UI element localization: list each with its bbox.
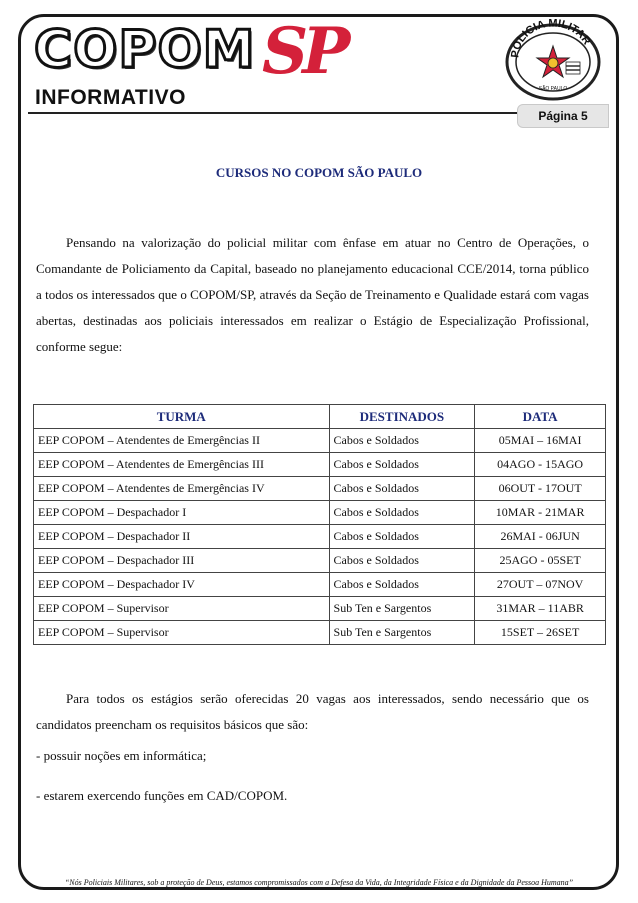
cell-turma: EEP COPOM – Supervisor: [34, 597, 330, 621]
table-row: [34, 621, 606, 645]
badge-text: POLICIA MILITAR: [509, 18, 593, 59]
table-row: [34, 429, 606, 453]
cell-turma: EEP COPOM – Despachador I: [34, 501, 330, 525]
header-turma: TURMA: [34, 405, 330, 429]
cell-turma: EEP COPOM – Supervisor: [34, 621, 330, 645]
table-header-row: [34, 405, 606, 429]
header-data: DATA: [475, 405, 606, 429]
cell-data: 06OUT - 17OUT: [475, 477, 606, 501]
cell-data: 05MAI – 16MAI: [475, 429, 606, 453]
requirements-intro-text: Para todos os estágios serão oferecidas 20 vagas aos interessados, sendo necessário que os candidatos preencham os requisitos básicos que são:: [36, 691, 589, 732]
cell-data: 25AGO - 05SET: [475, 549, 606, 573]
cell-turma: EEP COPOM – Atendentes de Emergências IV: [34, 477, 330, 501]
cell-turma: EEP COPOM – Atendentes de Emergências II: [34, 429, 330, 453]
cell-destinados: Cabos e Soldados: [329, 477, 475, 501]
table-row: [34, 501, 606, 525]
cell-data: 10MAR - 21MAR: [475, 501, 606, 525]
page-number-tab: Página 5: [517, 104, 609, 128]
cell-destinados: Sub Ten e Sargentos: [329, 597, 475, 621]
table-row: [34, 549, 606, 573]
intro-paragraph: [36, 230, 589, 360]
informativo-label: INFORMATIVO: [35, 86, 186, 109]
cell-destinados: Cabos e Soldados: [329, 429, 475, 453]
badge-state: SÃO PAULO: [538, 86, 568, 92]
sp-logo: SP: [262, 14, 345, 89]
cell-data: 31MAR – 11ABR: [475, 597, 606, 621]
cell-data: 04AGO - 15AGO: [475, 453, 606, 477]
requirements-paragraph: [36, 686, 589, 738]
table-row: [34, 477, 606, 501]
cell-destinados: Cabos e Soldados: [329, 525, 475, 549]
cell-data: 15SET – 26SET: [475, 621, 606, 645]
header-destinados: DESTINADOS: [329, 405, 475, 429]
header-divider: [28, 112, 517, 114]
cell-turma: EEP COPOM – Despachador III: [34, 549, 330, 573]
cell-destinados: Cabos e Soldados: [329, 573, 475, 597]
courses-table: [33, 404, 606, 645]
cell-destinados: Sub Ten e Sargentos: [329, 621, 475, 645]
table-row: [34, 453, 606, 477]
cell-destinados: Cabos e Soldados: [329, 549, 475, 573]
footer-motto: “Nós Policiais Militares, sob a proteção de Deus, estamos compromissados com a Defesa da Vida, da Integridade Física e da Dignidade da Pessoa Humana”: [64, 878, 574, 887]
requirement-item: - estarem exercendo funções em CAD/COPOM.: [36, 788, 288, 803]
copom-logo: COPOM: [34, 20, 256, 80]
cell-turma: EEP COPOM – Atendentes de Emergências III: [34, 453, 330, 477]
cell-destinados: Cabos e Soldados: [329, 453, 475, 477]
table-row: [34, 597, 606, 621]
article-title: CURSOS NO COPOM SÃO PAULO: [215, 165, 423, 180]
table-row: [34, 525, 606, 549]
cell-destinados: Cabos e Soldados: [329, 501, 475, 525]
cell-data: 27OUT – 07NOV: [475, 573, 606, 597]
cell-turma: EEP COPOM – Despachador IV: [34, 573, 330, 597]
cell-data: 26MAI - 06JUN: [475, 525, 606, 549]
cell-turma: EEP COPOM – Despachador II: [34, 525, 330, 549]
requirement-item: - possuir noções em informática;: [36, 748, 207, 763]
policia-militar-badge: [497, 18, 607, 102]
intro-text: Pensando na valorização do policial militar com ênfase em atuar no Centro de Operações, o Comandante de Policiamento da Capital, baseado no planejamento educacional CCE/2014, torna público a todos os interessados que o COPOM/SP, através da Seção de Treinamento e Qualidade estará com vagas abertas, destinadas aos policiais interessados em realizar o Estágio de Especialização Profissional, conforme segue:: [36, 235, 589, 354]
table-row: [34, 573, 606, 597]
